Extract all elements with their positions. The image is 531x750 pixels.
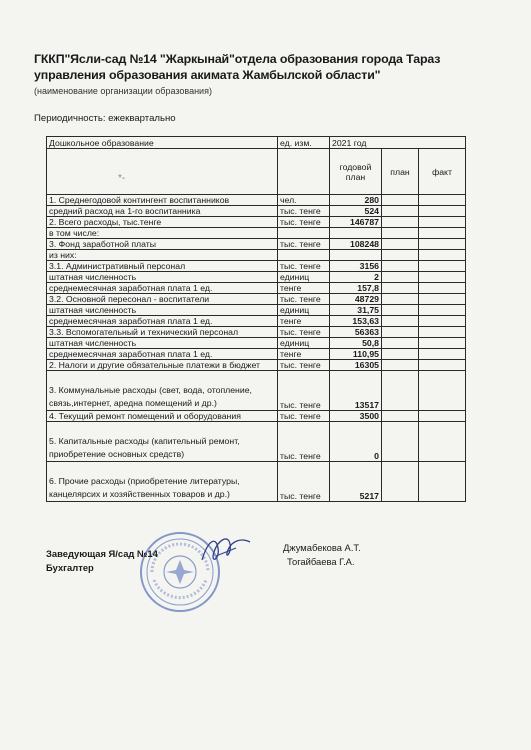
row-plan: 524 [330,206,382,217]
head-name: Джумабекова А.Т. [283,542,361,553]
row-name: 5. Капитальные расходы (капительный ремонт, приобретение основных средств) [47,422,278,462]
header-annual-plan [330,149,382,195]
row-plan-q [382,272,419,283]
row-fact [419,327,466,338]
row-name: 6. Прочие расходы (приобретение литературы, канцелярсих и хозяйственных товаров и др.) [47,462,278,502]
row-name: штатная численность [47,272,278,283]
row-plan: 16305 [330,360,382,371]
row-plan: 50,8 [330,338,382,349]
row-fact [419,422,466,462]
row-name: 3. Фонд заработной платы [47,239,278,250]
row-plan-q [382,228,419,239]
row-fact [419,338,466,349]
row-fact [419,195,466,206]
row-unit: тыс. тенге [278,422,330,462]
row-plan-q [382,371,419,411]
table-row [47,250,466,261]
row-unit: тыс. тенге [278,261,330,272]
row-plan-q [382,462,419,502]
table-subheader-row [47,149,466,195]
header-fact: факт [419,149,466,195]
row-name: штатная численность [47,338,278,349]
budget-table [46,136,466,502]
table-row [47,327,466,338]
row-fact [419,283,466,294]
row-unit: тыс. тенге [278,411,330,422]
row-name: 1. Среднегодовой контингент воспитанников [47,195,278,206]
row-unit [278,228,330,239]
row-fact [419,305,466,316]
row-fact [419,349,466,360]
header-annual-plan-line1: годовой [339,162,372,172]
row-plan [330,250,382,261]
table-row [47,217,466,228]
row-plan-q [382,305,419,316]
organization-caption: (наименование организации образования) [34,86,212,96]
row-plan-q [382,239,419,250]
row-plan-q [382,217,419,228]
row-unit: тыс. тенге [278,206,330,217]
row-name: 2. Всего расходы, тыс.тенге [47,217,278,228]
row-plan: 108248 [330,239,382,250]
row-name: 2. Налоги и другие обязательные платежи в бюджет [47,360,278,371]
row-name: в том числе: [47,228,278,239]
row-fact [419,316,466,327]
row-plan: 56363 [330,327,382,338]
accountant-name: Тогайбаева Г.А. [287,556,355,567]
header-name: Дошкольное образование [47,137,278,149]
row-unit: тенге [278,283,330,294]
row-name: 4. Текущий ремонт помещений и оборудования [47,411,278,422]
row-unit: тыс. тенге [278,217,330,228]
row-plan: 2 [330,272,382,283]
table-row [47,422,466,462]
row-unit: единиц [278,305,330,316]
head-label: Заведующая Я/сад №14 [46,548,158,559]
row-unit: тыс. тенге [278,360,330,371]
table-row [47,305,466,316]
row-fact [419,261,466,272]
table-row [47,338,466,349]
header-annual-plan-line2: план [345,172,366,182]
row-plan: 280 [330,195,382,206]
organization-title-line1: ГККП"Ясли-сад №14 "Жаркынай"отдела образования города Тараз [34,52,441,66]
row-plan-q [382,206,419,217]
row-plan: 3156 [330,261,382,272]
row-plan: 13517 [330,371,382,411]
header-plan: план [382,149,419,195]
table-row [47,261,466,272]
table-row [47,228,466,239]
table-row [47,349,466,360]
row-fact [419,250,466,261]
row-fact [419,272,466,283]
row-name: средний расход на 1-го воспитанника [47,206,278,217]
row-plan-q [382,261,419,272]
row-plan-q [382,283,419,294]
row-fact [419,239,466,250]
row-fact [419,371,466,411]
row-plan-q [382,360,419,371]
table-row [47,411,466,422]
row-plan-q [382,422,419,462]
row-fact [419,206,466,217]
row-unit: тенге [278,349,330,360]
row-fact [419,360,466,371]
row-plan: 0 [330,422,382,462]
row-plan: 146787 [330,217,382,228]
row-plan: 110,95 [330,349,382,360]
row-fact [419,294,466,305]
table-row [47,283,466,294]
table-row [47,239,466,250]
row-plan: 153,63 [330,316,382,327]
row-unit: чел. [278,195,330,206]
row-unit: единиц [278,338,330,349]
row-name: 3.3. Вспомогательный и технический персонал [47,327,278,338]
table-row [47,462,466,502]
table-row [47,360,466,371]
row-name: среднемесячная заработная плата 1 ед. [47,316,278,327]
table-row [47,272,466,283]
row-unit: тыс. тенге [278,371,330,411]
row-plan: 48729 [330,294,382,305]
organization-title-line2: управления образования акимата Жамбылской области" [34,68,381,82]
table-row [47,195,466,206]
subheader-name-cell [47,149,278,195]
signature-labels [46,547,158,575]
table-row [47,316,466,327]
scan-mark: *- [118,173,126,184]
row-fact [419,228,466,239]
row-unit: тыс. тенге [278,294,330,305]
row-plan-q [382,411,419,422]
signature-scribble [198,530,258,570]
row-plan: 157,8 [330,283,382,294]
header-year: 2021 год [330,137,466,149]
row-plan-q [382,195,419,206]
row-plan-q [382,316,419,327]
row-name: 3.1. Административный персонал [47,261,278,272]
row-plan-q [382,338,419,349]
row-unit: тыс. тенге [278,239,330,250]
subheader-unit-cell [278,149,330,195]
row-plan-q [382,327,419,338]
row-name: 3. Коммунальные расходы (свет, вода, отопление, связь,интернет, аредна помещений и др.) [47,371,278,411]
row-name: 3.2. Основной пересонал - воспитатели [47,294,278,305]
row-plan-q [382,294,419,305]
row-name: среднемесячная заработная плата 1 ед. [47,349,278,360]
header-unit: ед. изм. [278,137,330,149]
periodicity-label: Периодичность: ежеквартально [34,113,176,124]
row-plan-q [382,349,419,360]
row-fact [419,462,466,502]
row-plan [330,228,382,239]
organization-title [34,51,504,83]
row-name: штатная численность [47,305,278,316]
row-plan: 31,75 [330,305,382,316]
accountant-label: Бухгалтер [46,562,94,573]
row-unit: единиц [278,272,330,283]
table-row [47,294,466,305]
row-unit: тенге [278,316,330,327]
row-name: из них: [47,250,278,261]
row-name: среднемесячная заработная плата 1 ед. [47,283,278,294]
row-plan: 3500 [330,411,382,422]
row-fact [419,217,466,228]
table-row [47,371,466,411]
row-plan-q [382,250,419,261]
table-row [47,206,466,217]
signature-names [283,541,361,569]
row-unit: тыс. тенге [278,327,330,338]
table-header-row [47,137,466,149]
row-unit: тыс. тенге [278,462,330,502]
row-unit [278,250,330,261]
row-plan: 5217 [330,462,382,502]
row-fact [419,411,466,422]
